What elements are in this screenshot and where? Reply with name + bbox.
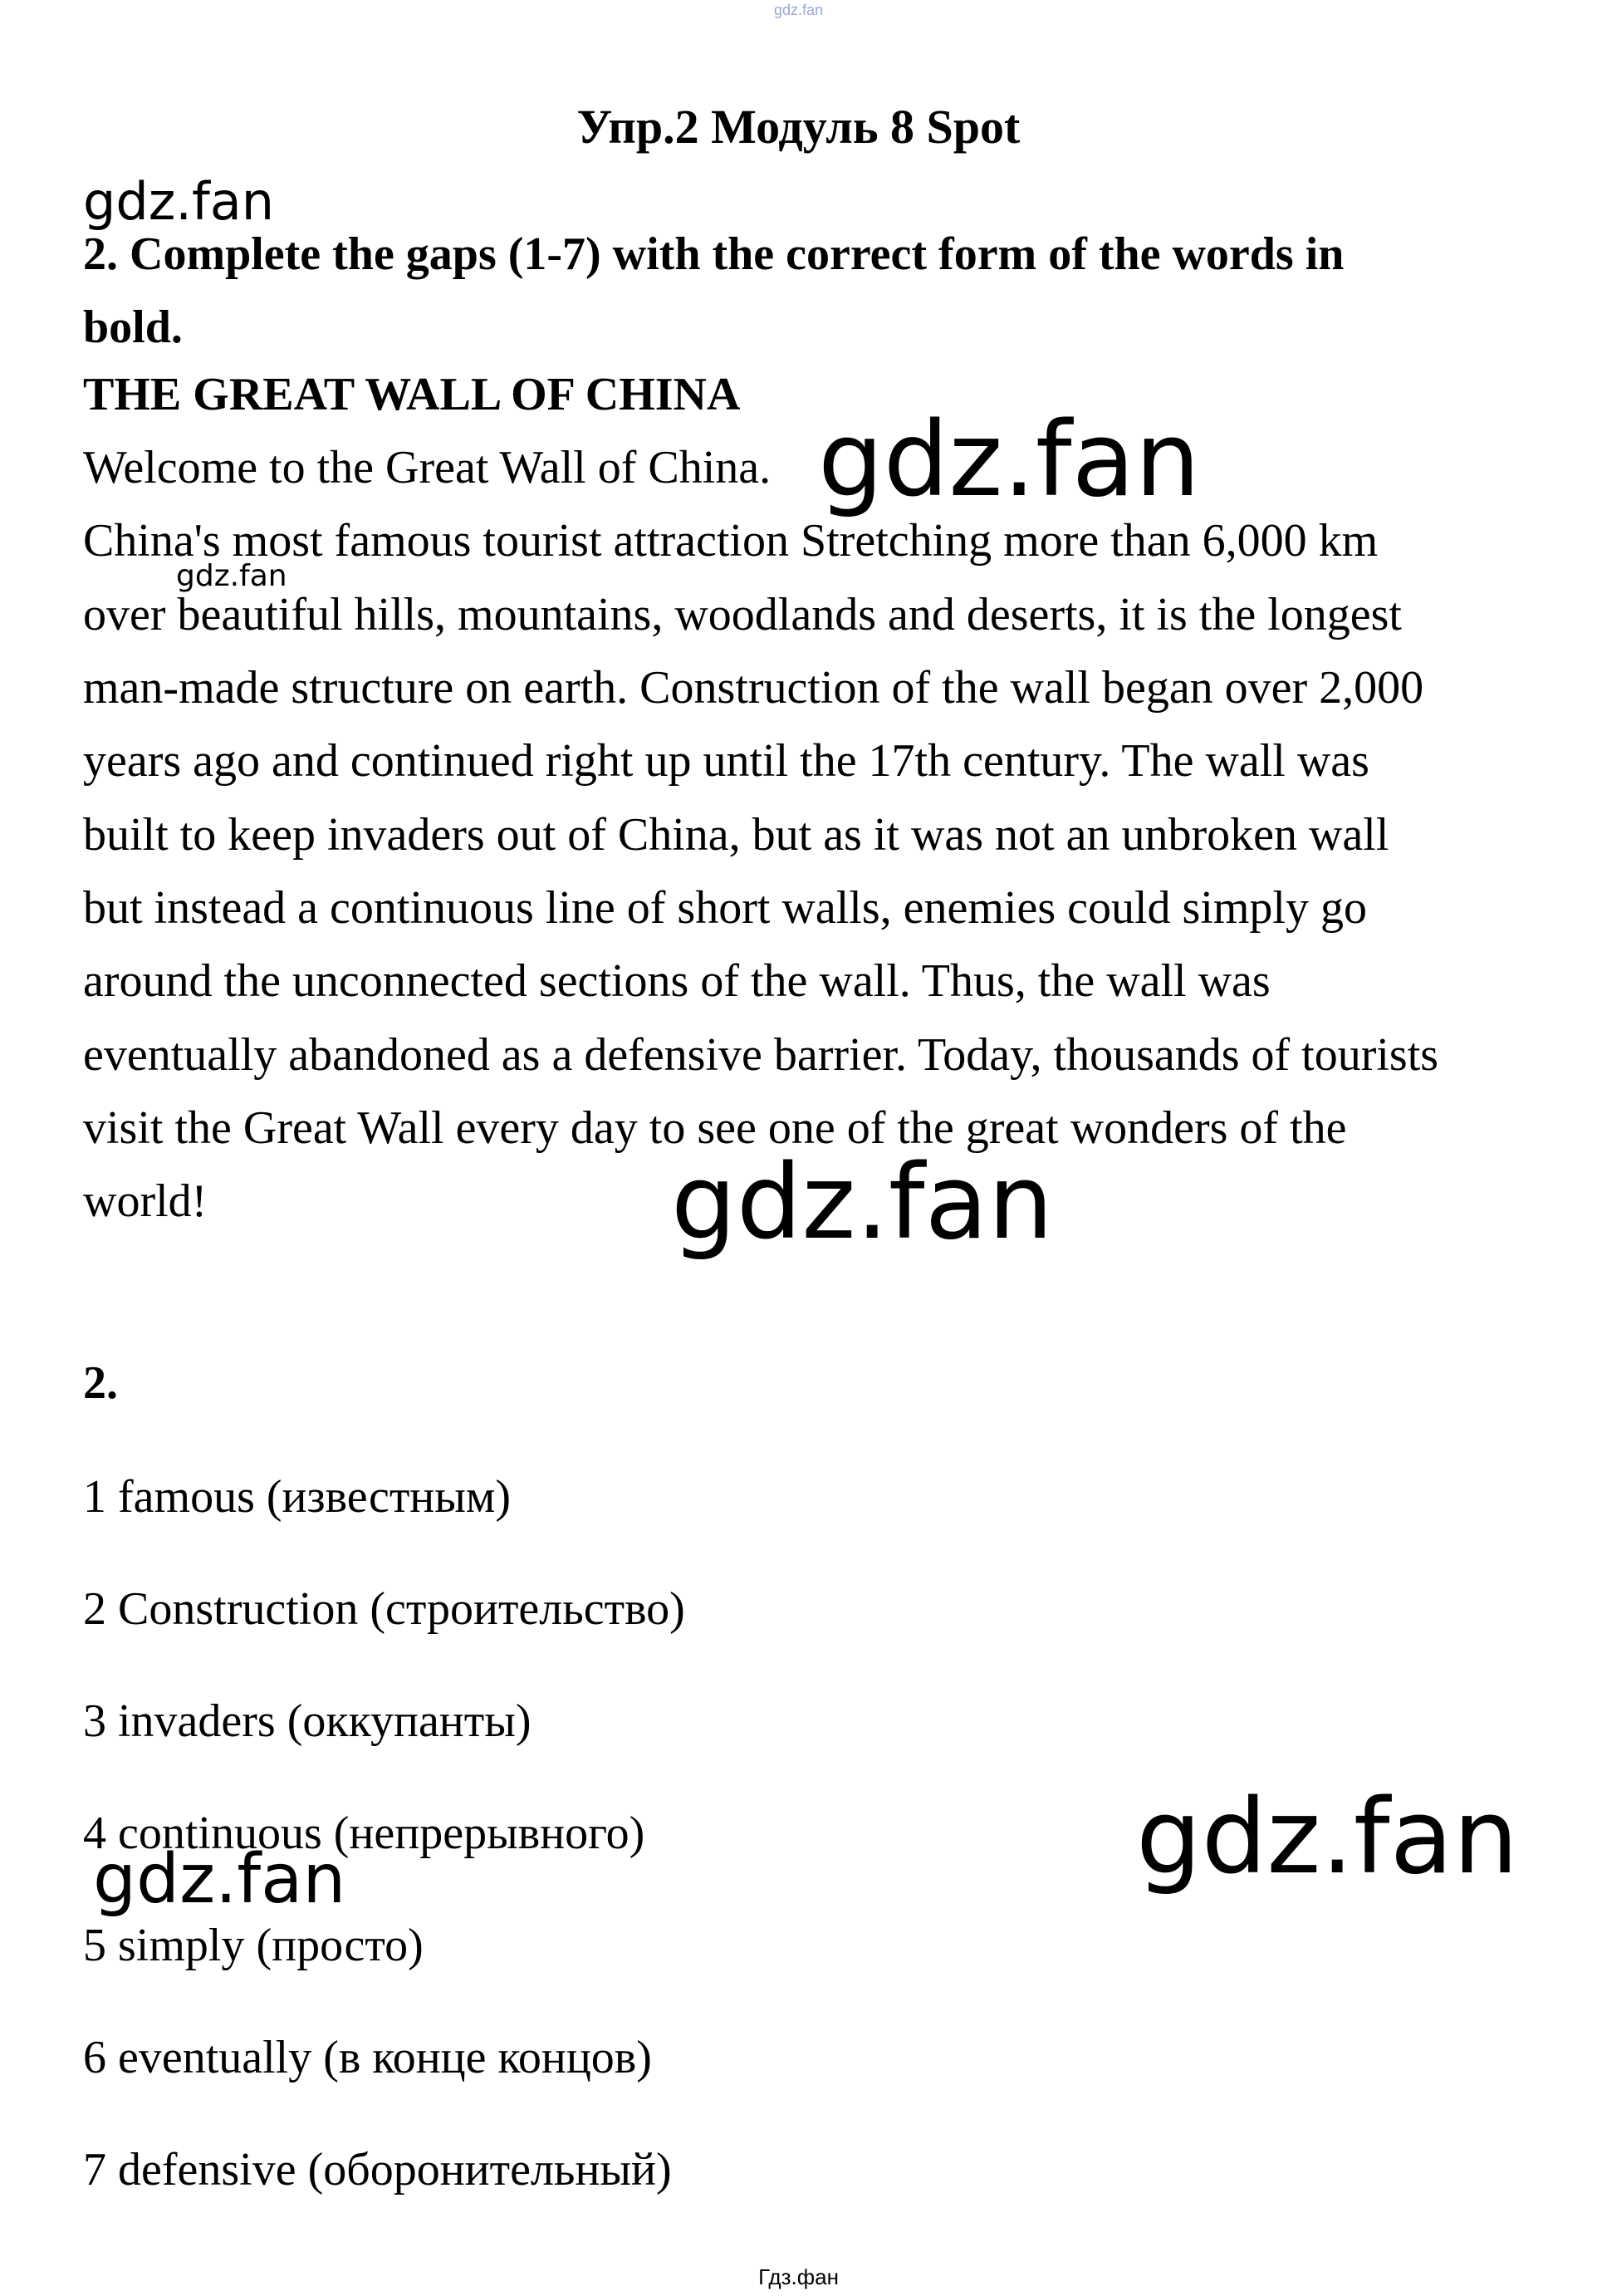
task-heading-line: 2. Complete the gaps (1-7) with the correct form of the words in: [83, 228, 1345, 280]
passage-line: around the unconnected sections of the wall. Thus, the wall was: [83, 955, 1271, 1007]
passage-line: over beautiful hills, mountains, woodlands and deserts, it is the longest: [83, 589, 1402, 640]
page-title: Упр.2 Модуль 8 Spot: [576, 100, 1021, 154]
passage-line: years ago and continued right up until the 17th century. The wall was: [83, 735, 1369, 787]
watermark: gdz.fan: [671, 1143, 1054, 1263]
passage-line: eventually abandoned as a defensive barrier. Today, thousands of tourists: [83, 1029, 1439, 1081]
answer-item: 5 simply (просто): [83, 1920, 424, 1971]
passage-line: but instead a continuous line of short walls, enemies could simply go: [83, 882, 1367, 934]
watermark: gdz.fan: [818, 400, 1201, 520]
top-watermark: gdz.fan: [774, 2, 824, 18]
task-heading-line: bold.: [83, 302, 183, 353]
text-title: THE GREAT WALL OF CHINA: [83, 369, 741, 420]
passage-line: world!: [83, 1175, 208, 1227]
passage-line: Welcome to the Great Wall of China.: [83, 442, 772, 493]
answer-item: 2 Construction (строительство): [83, 1583, 685, 1635]
answer-item: 7 defensive (оборонительный): [83, 2144, 672, 2195]
passage-line: built to keep invaders out of China, but as it was not an unbroken wall: [83, 809, 1389, 861]
answer-item: 6 eventually (в конце концов): [83, 2032, 652, 2083]
watermark: gdz.fan: [1136, 1778, 1519, 1897]
answer-item: 1 famous (известным): [83, 1471, 511, 1523]
passage-line: visit the Great Wall every day to see one of the great wonders of the: [83, 1102, 1347, 1154]
watermark: gdz.fan: [176, 559, 287, 593]
passage-line: man-made structure on earth. Construction of the wall began over 2,000: [83, 662, 1424, 714]
task-heading: [83, 218, 1344, 364]
answer-item: 4 continuous (непрерывного): [83, 1808, 645, 1859]
watermark: gdz.fan: [83, 171, 275, 232]
footer-watermark: Гдз.фан: [758, 2264, 839, 2289]
answers-label: 2.: [83, 1357, 118, 1409]
watermark: gdz.fan: [93, 1840, 346, 1919]
passage-line: China's most famous tourist attraction Stretching more than 6,000 km: [83, 515, 1379, 567]
answer-item: 3 invaders (оккупанты): [83, 1695, 532, 1747]
